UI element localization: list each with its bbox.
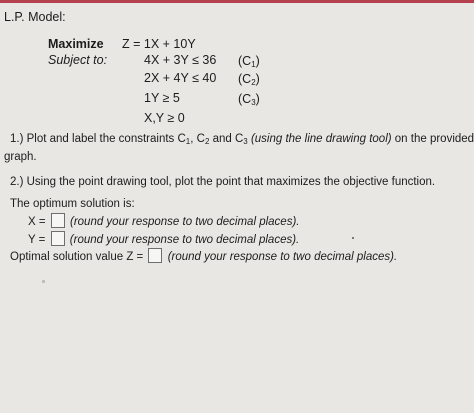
constraint-2-tag: $(C_2)$ [238, 72, 260, 87]
x-answer-input[interactable] [51, 213, 65, 228]
stray-dot [352, 237, 354, 239]
y-answer-row [28, 231, 299, 246]
z-label: Optimal solution value Z = [10, 251, 144, 263]
objective-function: Z = 1X + 10Y [122, 37, 196, 51]
x-label: X = [28, 216, 46, 228]
constraint-3-expression: 1Y ≥ 5 [144, 91, 180, 105]
subject-to-label: Subject to: [48, 53, 108, 67]
top-accent-bar [0, 0, 474, 3]
z-answer-row [10, 248, 397, 263]
constraint-1-expression: 4X + 3Y ≤ 36 [144, 53, 217, 67]
instruction-1: 1.) Plot and label the constraints $C_1$, $C_2$ and $C_3$ (using the line drawing tool) on the provided [10, 133, 474, 146]
constraint-2-expression: 2X + 4Y ≤ 40 [144, 71, 217, 85]
constraint-3-tag: $(C_3)$ [238, 92, 260, 107]
z-answer-input[interactable] [148, 248, 162, 263]
y-answer-input[interactable] [51, 231, 65, 246]
model-title: L.P. Model: [4, 10, 66, 24]
y-label: Y = [28, 234, 46, 246]
y-rounding-hint: (round your response to two decimal places). [69, 234, 300, 246]
solution-heading: The optimum solution is: [10, 198, 135, 210]
instruction-2: 2.) Using the point drawing tool, plot the point that maximizes the objective function. [10, 176, 436, 188]
maximize-label: Maximize [48, 37, 104, 51]
constraint-1-tag: $(C_1)$ [238, 54, 260, 69]
x-answer-row [28, 213, 299, 228]
z-rounding-hint: (round your response to two decimal places). [167, 251, 398, 263]
instruction-1-continued: graph. [4, 151, 37, 163]
x-rounding-hint: (round your response to two decimal places). [70, 216, 300, 228]
nonnegativity-constraint: X,Y ≥ 0 [144, 111, 185, 125]
stray-mark [42, 280, 45, 283]
